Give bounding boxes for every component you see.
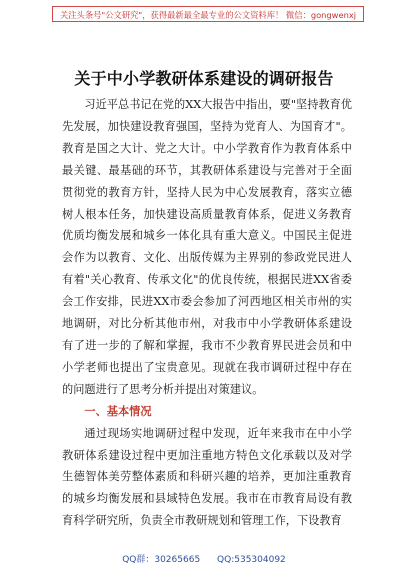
section-heading-basic: 一、基本情况 [84,403,152,418]
paragraph-intro: 习近平总书记在党的XX大报告中指出，要"坚持教育优先发展，加快建设教育强国，坚持为党育人、为国育才"。教育是国之大计、党之大计。中小学教育作为教育体系中最关键、最基础的环节，其教研体系建设与完善对于全面贯彻党的教育方针，坚持人民为中心发展教育，落实立德树人根本任务，加快建设高质量教育体系，促进义务教育优质均衡发展和城乡一体化具有重大意义。中国民主促进会作为以教育、文化、出版传媒为主界别的参政党民进人有着"关心教育、传承文化"的优良传统，根据民进XX省委会工作安排，民进XX市委会参加了河西地区相关市州的实地调研，对比分析其他市州，对我市中小学教研体系建设有了进一步的了解和掌握，我市不少教育界民进会员和中小学老师也提出了宝贵意见。现就在我市调研过程中存在的问题进行了思考分析并提出对策建议。 [62,98,352,396]
footer-contact [0,552,408,565]
document-body [62,94,352,532]
footer-qq-group: QQ群：30265665 [122,555,201,565]
promo-banner [52,6,364,22]
paragraph-basic-situation: 通过现场实地调研过程中发现，近年来我市在中小学教研体系建设过程中更加注重地方特色文化承载以及对学生德智体美劳整体素质和科研兴趣的培养，更加注重教育的城乡均衡发展和县域特色发展。我市在市教育局设有教育科学研究所，负责全市教研规划和管理工作，下设教育 [62,426,352,528]
footer-qq: QQ:535304092 [217,555,286,565]
document-title: 关于中小学教研体系建设的调研报告 [74,69,334,88]
promo-banner-text: 关注头条号"公文研究"，获得最新最全最专业的公文资料库！ 微信：gongwenxj [59,10,357,20]
